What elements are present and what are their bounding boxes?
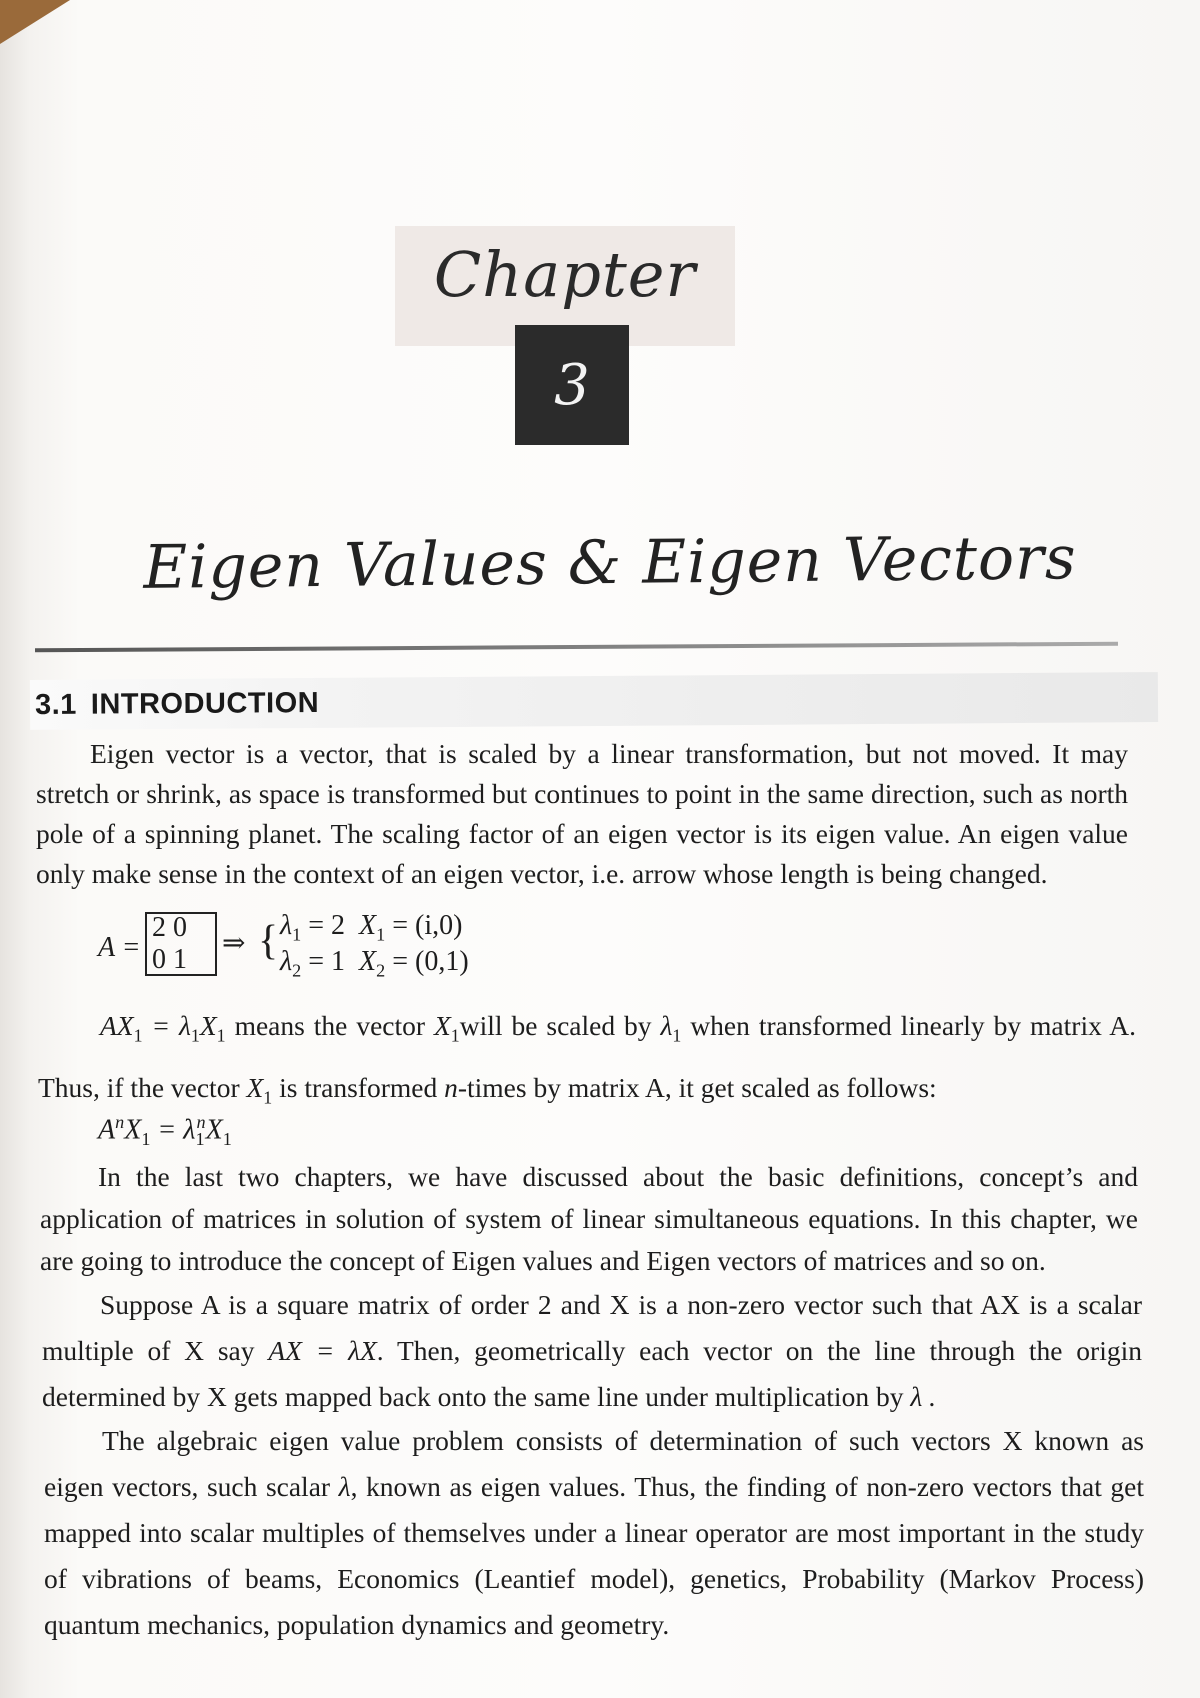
intro-paragraph: Eigen vector is a vector, that is scaled by a linear transformation, but not moved. It may stretch or shrink, as space is transformed but continues to point in the same direction, such as north pole of a spinning planet. The scaling factor of an eigen vector is its eigen value. An eigen value only make sense in the context of an eigen vector, i.e. arrow whose length is being changed. — [36, 738, 1128, 889]
applications-paragraph: The algebraic eigen value problem consists of determination of such vectors X known as eigen vectors, such scalar λ, known as eigen values. Thus, the finding of non-zero vectors that get mapped into scalar multiples of themselves under a linear operator are most important in the study of vibrations of beams, Economics (Leantief model), genetics, Probability (Markov Process) quantum mechanics, population dynamics and geometry. — [44, 1425, 1145, 1640]
chapter-number: 3 — [554, 352, 590, 418]
section-title: INTRODUCTION — [90, 687, 320, 721]
definition-paragraph: Suppose A is a square matrix of order 2 and X is a non-zero vector such that AX is a scalar multiple of X say AX = λX. Then, geometrically each vector on the line through the origin determined by X gets mapped back onto the same line under multiplication by λ . — [42, 1289, 1142, 1412]
scaling-paragraph: $AX_1 = \lambda_1X_1$ means the vector $X_1will$ be scaled by $\lambda_1$ when transformed linearly by matrix A. Thus, if the vector $X_1$ is transformed n-times by matrix A, it get scaled as follows: — [38, 1010, 1136, 1107]
matrix-row-2: 0 1 — [152, 944, 187, 975]
section-number: 3.1 — [34, 688, 77, 721]
chapter-number-box — [515, 325, 629, 445]
matrix-label: A = — [98, 932, 141, 963]
implies-arrow: ⇒ — [222, 928, 246, 959]
chapter-context-paragraph: In the last two chapters, we have discussed about the basic definitions, concept’s and application of matrices in solution of system of linear simultaneous equations. In this chapter, we are going to introduce the concept of Eigen values and Eigen vectors of matrices and so on. — [40, 1161, 1138, 1276]
matrix-bracket-right — [207, 912, 217, 976]
eigen-pair-1: $\lambda_1 = 2$ $X_1 = (i,0)$ — [280, 910, 463, 945]
title-divider — [35, 642, 1118, 653]
chapter-word: Chapter — [433, 238, 697, 311]
power-equation: $A^nX_1 = \lambda_1^nX_1$ — [98, 1112, 232, 1149]
matrix-row-1: 2 0 — [152, 912, 187, 943]
eigen-pair-2: $\lambda_2 = 1$ $X_2 = (0,1)$ — [280, 946, 469, 981]
chapter-title: Eigen Values & Eigen Vectors — [143, 523, 1077, 603]
matrix-equation — [98, 932, 141, 964]
brace: { — [258, 918, 279, 964]
page-corner-fold — [0, 0, 70, 44]
section-heading — [35, 687, 319, 722]
